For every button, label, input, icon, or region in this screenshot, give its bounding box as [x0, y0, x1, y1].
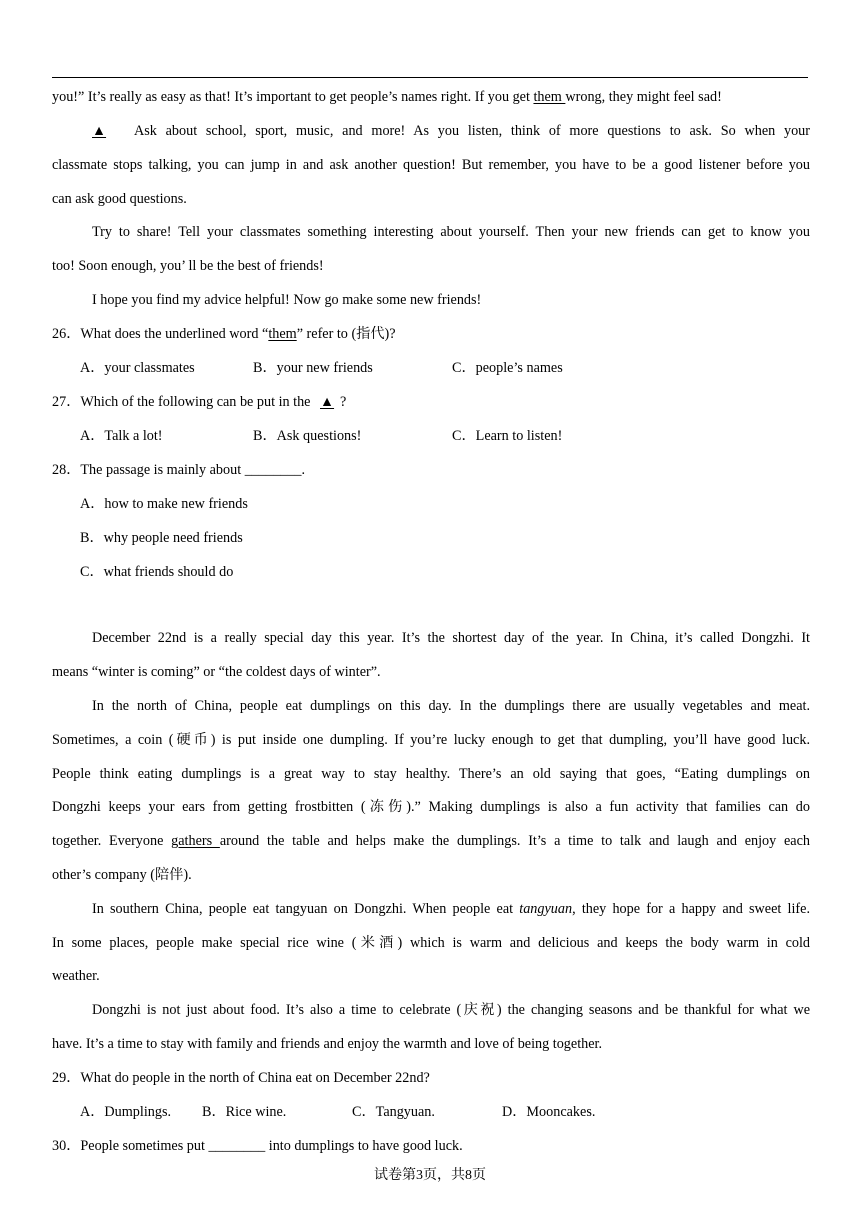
passage2-line-2: means “winter is coming” or “the coldest days of winter”.	[52, 664, 381, 680]
passage2-line-7: together. Everyone gathers around the table and helps make the dumplings. It’s a time to talk and laugh and enjoy each	[52, 833, 810, 849]
option-c[interactable]: C．what friends should do	[80, 564, 234, 580]
question-30: 30．People sometimes put ________ into dumplings to have good luck.	[52, 1138, 463, 1154]
passage1-line-6: too! Soon enough, you’ ll be the best of friends!	[52, 258, 324, 274]
passage2-line-4: Sometimes, a coin (硬币) is put inside one dumpling. If you’re lucky enough to get that dumpling, you’ll have good luck.	[52, 732, 810, 748]
question-27: 27．Which of the following can be put in the ▲ ?	[52, 394, 347, 410]
passage2-line-11: weather.	[52, 968, 100, 984]
option-a[interactable]: A．Dumplings.	[80, 1104, 172, 1120]
blank-marker: ▲	[92, 123, 107, 139]
option-b[interactable]: B．Ask questions!	[253, 428, 362, 444]
passage1-line-4: can ask good questions.	[52, 191, 187, 207]
header-rule	[52, 77, 808, 78]
passage1-line-3: classmate stops talking, you can jump in and ask another question! But remember, you have to be a good listener before you	[52, 157, 810, 173]
question-29: 29．What do people in the north of China eat on December 22nd?	[52, 1070, 430, 1086]
passage2-line-8: other’s company (陪伴).	[52, 867, 192, 883]
passage2-line-9: In southern China, people eat tangyuan on Dongzhi. When people eat tangyuan, they hope for a happy and sweet life.	[92, 901, 810, 917]
passage1-line-2: ▲ Ask about school, sport, music, and more! As you listen, think of more questions to ask. So when your	[92, 123, 810, 139]
passage1-line-1: you!” It’s really as easy as that! It’s important to get people’s names right. If you get them wrong, they might feel sad!	[52, 89, 722, 105]
underlined-word-gathers: gathers	[171, 833, 220, 849]
passage2-line-13: have. It’s a time to stay with family and friends and enjoy the warmth and love of being together.	[52, 1036, 603, 1052]
option-b[interactable]: B．Rice wine.	[202, 1104, 287, 1120]
passage2-line-12: Dongzhi is not just about food. It’s also a time to celebrate (庆祝) the changing seasons and be thankful for what we	[92, 1002, 810, 1018]
option-a[interactable]: A．how to make new friends	[80, 496, 248, 512]
option-b[interactable]: B．your new friends	[253, 360, 373, 376]
passage1-line-7: I hope you find my advice helpful! Now go make some new friends!	[92, 292, 482, 308]
passage2-line-1: December 22nd is a really special day this year. It’s the shortest day of the year. In China, it’s called Dongzhi. It	[92, 630, 810, 646]
question-28: 28．The passage is mainly about ________.	[52, 462, 305, 478]
passage2-line-5: People think eating dumplings is a great way to stay healthy. There’s an old saying that goes, “Eating dumplings on	[52, 766, 810, 782]
option-a[interactable]: A．Talk a lot!	[80, 428, 163, 444]
passage2-line-3: In the north of China, people eat dumplings on this day. In the dumplings there are usually vegetables and meat.	[92, 698, 810, 714]
question-26: 26．What does the underlined word “them” refer to (指代)?	[52, 326, 396, 342]
option-d[interactable]: D．Mooncakes.	[502, 1104, 596, 1120]
blank-marker: ▲	[320, 394, 335, 410]
option-c[interactable]: C．people’s names	[452, 360, 563, 376]
option-b[interactable]: B．why people need friends	[80, 530, 243, 546]
passage1-line-5: Try to share! Tell your classmates something interesting about yourself. Then your new friends can get to know you	[92, 224, 810, 240]
option-c[interactable]: C．Tangyuan.	[352, 1104, 435, 1120]
option-a[interactable]: A．your classmates	[80, 360, 195, 376]
option-c[interactable]: C．Learn to listen!	[452, 428, 563, 444]
underlined-word-them: them	[533, 89, 566, 105]
page-footer: 试卷第3页，共8页	[374, 1168, 486, 1183]
passage2-line-6: Dongzhi keeps your ears from getting frostbitten (冻伤).” Making dumplings is also a fun activity that families can do	[52, 799, 810, 815]
passage2-line-10: In some places, people make special rice wine (米酒) which is warm and delicious and keeps the body warm in cold	[52, 935, 810, 951]
